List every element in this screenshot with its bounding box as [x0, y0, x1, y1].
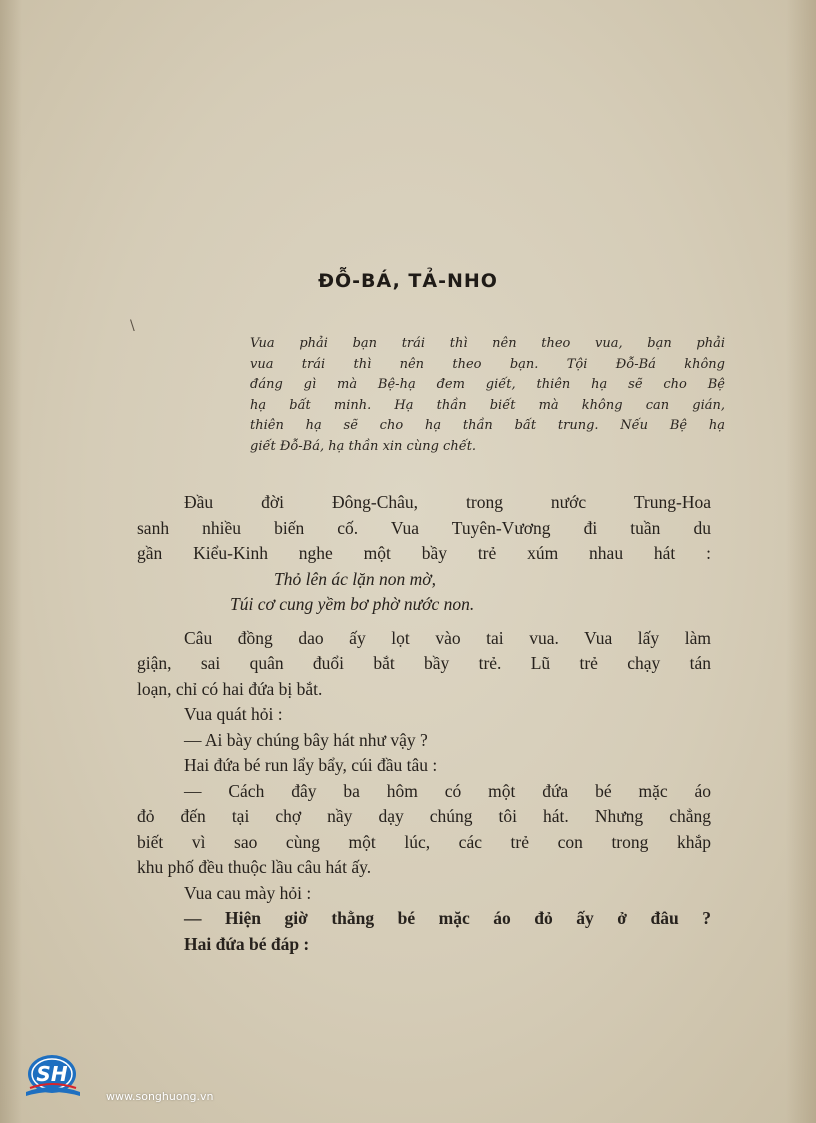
songhuong-logo-icon	[18, 1052, 90, 1100]
dialogue-line: — Ai bày chúng bây hát như vậy ?	[184, 729, 428, 750]
dialogue-line: khu phố đều thuộc lầu câu hát ấy.	[137, 857, 372, 877]
epigraph-line: Vua phải bạn trái thì nên theo vua, bạn phải	[250, 336, 725, 351]
poem-line: Thỏ lên ác lặn non mờ,	[274, 568, 436, 589]
dialogue-line: — Hiện giờ thằng bé mặc áo đỏ ấy ở đâu ?	[184, 908, 711, 928]
paragraph-line: Hai đứa bé đáp :	[184, 933, 310, 954]
paragraph-line: gần Kiểu-Kinh nghe một bầy trẻ xúm nhau hát :	[137, 543, 711, 563]
paragraph-line: loạn, chỉ có hai đứa bị bắt.	[137, 678, 323, 699]
poem-line: Túi cơ cung yềm bơ phờ nước non.	[230, 594, 475, 614]
epigraph	[250, 334, 725, 457]
epigraph-line: đáng gì mà Bệ-hạ đem giết, thiên hạ sẽ cho Bệ	[250, 377, 725, 392]
epigraph-line: thiên hạ sẽ cho hạ thần bất trung. Nếu Bệ hạ	[250, 418, 725, 433]
epigraph-line: hạ bất minh. Hạ thần biết mà không can gián,	[250, 397, 725, 413]
paragraph-line: sanh nhiều biến cố. Vua Tuyên-Vương đi tuần du	[137, 517, 711, 538]
paragraph-line: giận, sai quân đuổi bắt bầy trẻ. Lũ trẻ chạy tán	[137, 653, 711, 673]
paragraph-line: Hai đứa bé run lẩy bẩy, cúi đầu tâu :	[184, 755, 438, 775]
paragraph-line: Đầu đời Đông-Châu, trong nước Trung-Hoa	[184, 492, 711, 512]
watermark-url: www.songhuong.vn	[106, 1090, 214, 1103]
page-edge-left	[0, 0, 22, 1123]
page-edge-right	[786, 0, 816, 1123]
dialogue-line: — Cách đây ba hôm có một đứa bé mặc áo	[184, 780, 711, 801]
paragraph-line: Vua cau mày hỏi :	[184, 882, 312, 903]
stray-mark: \	[130, 318, 135, 334]
paragraph-line: Câu đồng dao ấy lọt vào tai vua. Vua lấy làm	[184, 627, 711, 648]
svg-text:SH: SH	[36, 1062, 68, 1086]
chapter-title: ĐỖ-BÁ, TẢ-NHO	[318, 270, 498, 292]
dialogue-line: đỏ đến tại chợ nầy dạy chúng tôi hát. Nhưng chẳng	[137, 806, 711, 826]
epigraph-line: giết Đỗ-Bá, hạ thần xin cùng chết.	[250, 438, 477, 454]
epigraph-line: vua trái thì nên theo bạn. Tội Đỗ-Bá không	[250, 356, 725, 372]
dialogue-line: biết vì sao cùng một lúc, các trẻ con trong khắp	[137, 831, 711, 852]
paragraph-line: Vua quát hỏi :	[184, 704, 283, 724]
body-text	[137, 490, 711, 957]
